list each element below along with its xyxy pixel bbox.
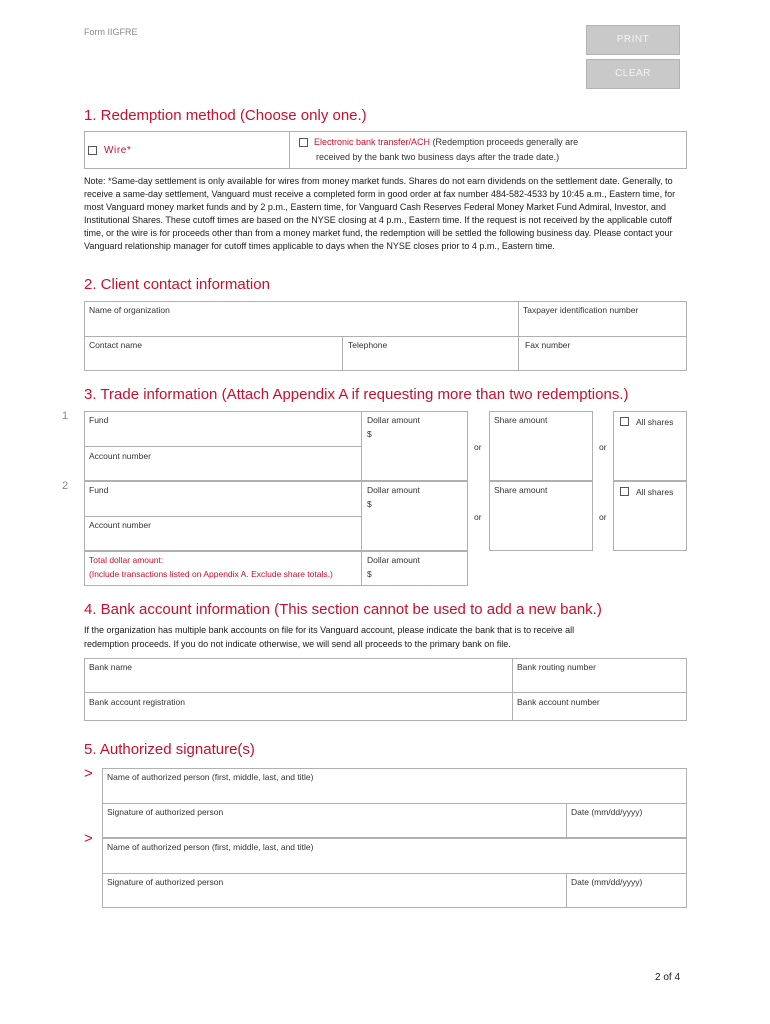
bank-name-field[interactable]: Bank name xyxy=(89,662,132,672)
section3-subtitle: (Attach Appendix A if requesting more than two redemptions.) xyxy=(221,386,629,403)
section1-title: 1. Redemption method xyxy=(84,107,236,124)
signature-block-1-divider xyxy=(102,803,687,804)
bank-routing-number-field[interactable]: Bank routing number xyxy=(517,662,596,672)
or-label: or xyxy=(599,442,607,452)
section3-title: 3. Trade information xyxy=(84,386,218,403)
account-number-field[interactable]: Account number xyxy=(89,520,151,530)
ach-checkbox[interactable] xyxy=(299,138,308,147)
date-field[interactable]: Date (mm/dd/yyyy) xyxy=(571,877,643,887)
total-dollar-sign: $ xyxy=(367,569,372,579)
fund-field[interactable]: Fund xyxy=(89,415,109,425)
or-label: or xyxy=(474,512,482,522)
telephone-field[interactable]: Telephone xyxy=(348,340,388,350)
bank-info-line2: redemption proceeds. If you do not indicate otherwise, we will send all proceeds to the primary bank on file. xyxy=(84,638,511,649)
ach-label: Electronic bank transfer/ACH xyxy=(314,137,431,147)
dollar-sign: $ xyxy=(367,499,372,509)
or-label: or xyxy=(599,512,607,522)
all-shares-label: All shares xyxy=(636,487,674,497)
page-number: 2 of 4 xyxy=(655,972,681,983)
bank-account-box xyxy=(84,658,687,721)
section5-title: 5. Authorized signature(s) xyxy=(84,741,255,758)
signature-block-2-divider xyxy=(102,873,687,874)
redemption-note: Note: *Same-day settlement is only available for wires from money market funds. Shares do not earn dividends on the settlement date. Generally, to receive a same-day settlement, Vanguard must receive a completed form in good order at fax number 484-582-4533 by 10:45 a.m., Eastern time, for most Vanguard money market funds and by 2 p.m., Eastern time, for Vanguard Cash Reserves Federal Money Market Fund Admiral, Investor, and Institutional Shares. These cutoff times are based on the NYSE closing at 4 p.m., Eastern time. If the request is not received by the applicable cutoff time, or the wire is for proceeds other than from a money market fund, the redemption will be settled the following business day. Please contact your Vanguard relationship manager for cutoff times applicable to days when the NYSE closes prior to 4 p.m., Eastern time. xyxy=(84,176,676,252)
share-amount-label: Share amount xyxy=(494,415,548,425)
section4-heading xyxy=(84,601,602,618)
trade-row-number: 2 xyxy=(62,480,69,492)
trade-row-2-divider xyxy=(84,516,361,517)
all-shares-label: All shares xyxy=(636,417,674,427)
dollar-amount-field[interactable]: Dollar amount xyxy=(367,485,420,495)
client-contact-row-divider xyxy=(84,336,687,337)
bank-account-registration-field[interactable]: Bank account registration xyxy=(89,697,185,707)
section3-heading xyxy=(84,386,628,403)
client-contact-col-divider xyxy=(518,301,519,371)
fax-number-field[interactable]: Fax number xyxy=(525,340,571,350)
name-of-organization-field[interactable]: Name of organization xyxy=(89,305,170,315)
account-number-field[interactable]: Account number xyxy=(89,451,151,461)
trade-row-1-col-divider xyxy=(361,411,362,481)
bank-row-divider xyxy=(84,692,687,693)
section4-subtitle: (This section cannot be used to add a new bank.) xyxy=(274,601,602,618)
total-dollar-amount-field[interactable]: Dollar amount xyxy=(367,555,420,565)
all-shares-checkbox[interactable] xyxy=(620,487,629,496)
or-label: or xyxy=(474,442,482,452)
ach-option xyxy=(314,137,578,147)
section1-subtitle: (Choose only one.) xyxy=(239,107,367,124)
signature-field[interactable]: Signature of authorized person xyxy=(107,807,224,817)
signature-arrow-icon: > xyxy=(84,830,93,847)
fund-field[interactable]: Fund xyxy=(89,485,109,495)
print-button[interactable]: PRINT xyxy=(586,25,680,55)
total-dollar-desc: (Include transactions listed on Appendix A. Exclude share totals.) xyxy=(89,569,333,579)
contact-name-field[interactable]: Contact name xyxy=(89,340,142,350)
wire-checkbox[interactable] xyxy=(88,146,97,155)
client-contact-col-divider-2 xyxy=(342,336,343,371)
ach-desc-line1: (Redemption proceeds generally are xyxy=(432,137,579,147)
signature-arrow-icon: > xyxy=(84,765,93,782)
bank-col-divider xyxy=(512,658,513,721)
trade-row-2-col-divider xyxy=(361,481,362,551)
signature-field[interactable]: Signature of authorized person xyxy=(107,877,224,887)
all-shares-checkbox[interactable] xyxy=(620,417,629,426)
signature-block-1-col-divider xyxy=(566,803,567,838)
redemption-divider xyxy=(289,131,290,169)
authorized-person-name-field[interactable]: Name of authorized person (first, middle, last, and title) xyxy=(107,772,314,782)
total-dollar-label: Total dollar amount: xyxy=(89,555,164,565)
wire-label: Wire* xyxy=(104,145,132,156)
share-amount-label: Share amount xyxy=(494,485,548,495)
clear-button[interactable]: CLEAR xyxy=(586,59,680,89)
authorized-person-name-field[interactable]: Name of authorized person (first, middle, last, and title) xyxy=(107,842,314,852)
section1-heading xyxy=(84,107,367,124)
section4-title: 4. Bank account information xyxy=(84,601,270,618)
bank-info-line1: If the organization has multiple bank accounts on file for its Vanguard account, please indicate the bank that is to receive all xyxy=(84,625,575,635)
signature-block-2-col-divider xyxy=(566,873,567,908)
trade-row-number: 1 xyxy=(62,410,69,422)
dollar-sign: $ xyxy=(367,429,372,439)
bank-account-number-field[interactable]: Bank account number xyxy=(517,697,600,707)
date-field[interactable]: Date (mm/dd/yyyy) xyxy=(571,807,643,817)
ach-desc-line2: received by the bank two business days after the trade date.) xyxy=(316,152,560,162)
form-id: Form IIGFRE xyxy=(84,27,138,37)
total-col-divider xyxy=(361,551,362,586)
section2-title: 2. Client contact information xyxy=(84,276,270,293)
dollar-amount-field[interactable]: Dollar amount xyxy=(367,415,420,425)
tin-field[interactable]: Taxpayer identification number xyxy=(523,305,639,315)
trade-row-1-divider xyxy=(84,446,361,447)
bank-info-paragraph xyxy=(84,624,686,651)
